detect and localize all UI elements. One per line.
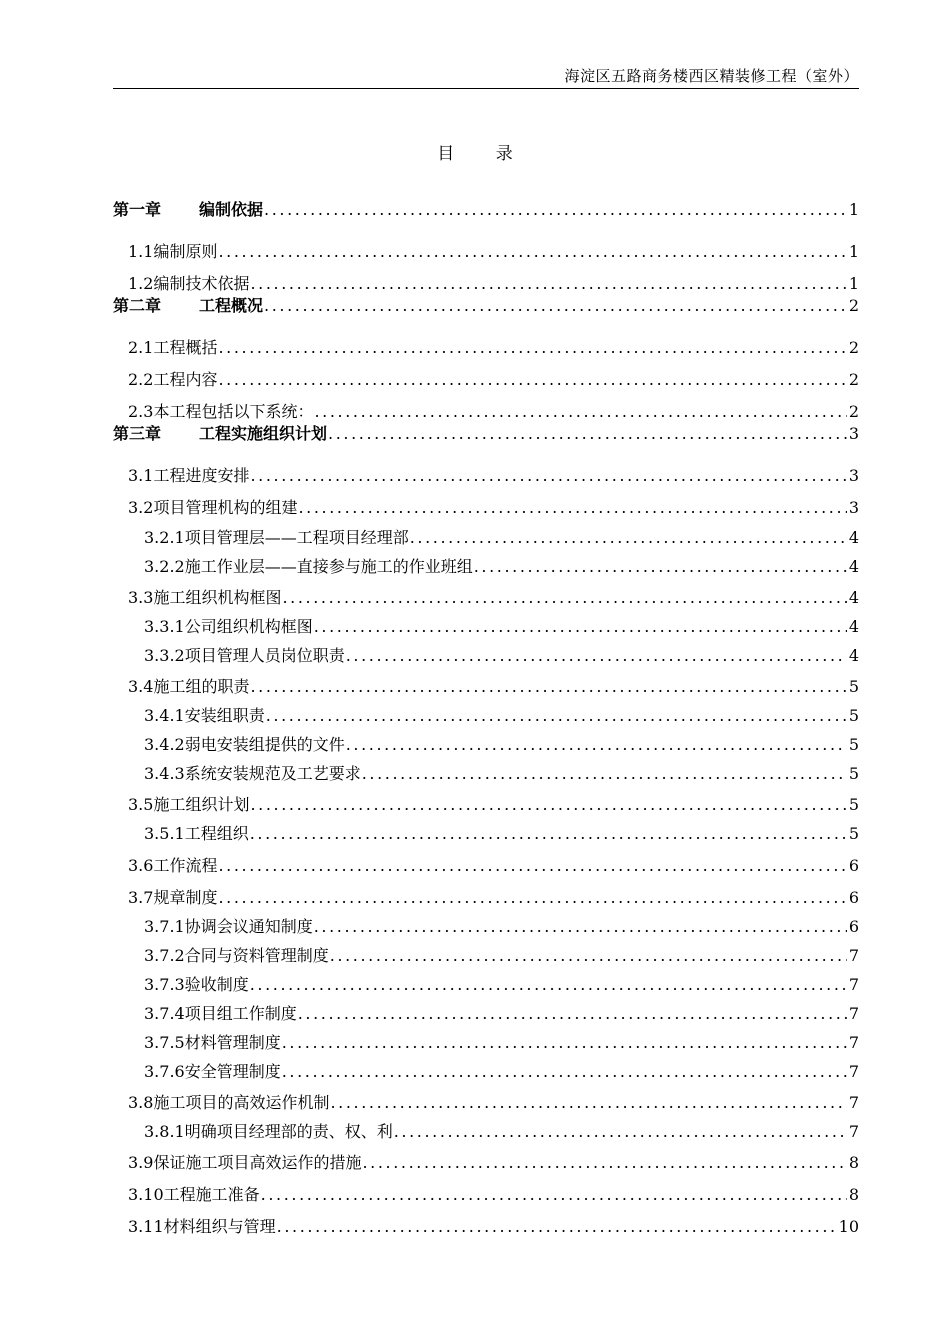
toc-entry[interactable] xyxy=(144,705,859,727)
toc-dot-leader xyxy=(260,1184,847,1206)
toc-entry[interactable] xyxy=(144,916,859,938)
toc-entry-page-number: 8 xyxy=(848,1153,859,1172)
toc-entry[interactable] xyxy=(144,763,859,785)
toc-entry[interactable] xyxy=(144,1032,859,1054)
toc-entry-number: 3.4.3 xyxy=(144,764,185,783)
toc-dot-leader xyxy=(313,401,846,423)
toc-entry[interactable] xyxy=(128,369,859,391)
toc-entry-label: 编制依据 xyxy=(199,200,264,219)
toc-entry-label: 安全管理制度 xyxy=(184,1062,281,1081)
toc-entry-number: 3.3.1 xyxy=(144,617,185,636)
toc-entry[interactable] xyxy=(144,556,859,578)
toc-entry-label: 工程实施组织计划 xyxy=(199,424,328,443)
toc-entry-number: 3.7.4 xyxy=(144,1004,185,1023)
toc-entry-label: 施工项目的高效运作机制 xyxy=(153,1093,330,1112)
toc-dot-leader xyxy=(327,423,847,445)
toc-dot-leader xyxy=(329,945,847,967)
toc-entry-label: 工程概况 xyxy=(199,296,264,315)
toc-chapter-entry[interactable] xyxy=(113,295,859,317)
toc-entry-label: 施工组织机构框图 xyxy=(153,588,282,607)
toc-entry-label: 本工程包括以下系统： xyxy=(153,402,314,421)
toc-entry-page-number: 5 xyxy=(848,735,859,754)
toc-entry-number: 3.7.3 xyxy=(144,975,185,994)
toc-dot-leader xyxy=(249,974,847,996)
toc-entry[interactable] xyxy=(144,974,859,996)
toc-entry-page-number: 2 xyxy=(848,296,859,315)
toc-entry-label: 编制技术依据 xyxy=(153,274,250,293)
header-title: 海淀区五路商务楼西区精装修工程（室外） xyxy=(564,67,859,85)
toc-dot-leader xyxy=(281,1061,847,1083)
toc-entry-number: 3.3.2 xyxy=(144,646,185,665)
toc-entry-number: 3.4.1 xyxy=(144,706,185,725)
toc-entry-number: 2.1 xyxy=(128,338,154,357)
toc-entry-label: 公司组织机构框图 xyxy=(184,617,313,636)
toc-entry[interactable] xyxy=(128,855,859,877)
toc-entry-number: 3.2.2 xyxy=(144,557,185,576)
toc-entry-number: 第三章 xyxy=(113,424,162,443)
toc-entry-page-number: 1 xyxy=(848,200,859,219)
toc-entry-page-number: 3 xyxy=(848,498,859,517)
toc-entry-label: 工程内容 xyxy=(153,370,218,389)
toc-dot-leader xyxy=(217,369,846,391)
toc-entry-page-number: 5 xyxy=(848,677,859,696)
toc-entry[interactable] xyxy=(144,616,859,638)
toc-entry-number: 1.2 xyxy=(128,274,154,293)
toc-entry-page-number: 4 xyxy=(848,646,859,665)
toc-dot-leader xyxy=(361,1152,846,1174)
toc-entry-page-number: 7 xyxy=(848,1004,859,1023)
toc-entry-page-number: 3 xyxy=(848,424,859,443)
toc-entry-label: 工作流程 xyxy=(153,856,218,875)
toc-entry-page-number: 6 xyxy=(848,888,859,907)
toc-entry[interactable] xyxy=(128,794,859,816)
toc-entry-number: 3.2.1 xyxy=(144,528,185,547)
toc-entry-label: 工程概括 xyxy=(153,338,218,357)
toc-entry-page-number: 2 xyxy=(848,338,859,357)
toc-entry[interactable] xyxy=(144,823,859,845)
toc-entry[interactable] xyxy=(128,887,859,909)
toc-entry[interactable] xyxy=(144,1003,859,1025)
toc-entry[interactable] xyxy=(144,645,859,667)
toc-entry-page-number: 8 xyxy=(848,1185,859,1204)
toc-entry[interactable] xyxy=(128,401,859,423)
toc-entry-label: 施工作业层——直接参与施工的作业班组 xyxy=(184,557,473,576)
toc-entry-number: 3.7.6 xyxy=(144,1062,185,1081)
toc-entry-label: 材料管理制度 xyxy=(184,1033,281,1052)
toc-entry-number: 3.10 xyxy=(128,1185,164,1204)
toc-entry-page-number: 5 xyxy=(848,764,859,783)
toc-entry-page-number: 7 xyxy=(848,1093,859,1112)
toc-entry[interactable] xyxy=(128,273,859,295)
toc-dot-leader xyxy=(217,337,846,359)
toc-entry[interactable] xyxy=(128,1216,859,1238)
toc-entry-page-number: 10 xyxy=(838,1217,859,1236)
toc-entry-number: 3.8 xyxy=(128,1093,154,1112)
toc-entry[interactable] xyxy=(128,1184,859,1206)
toc-dot-leader xyxy=(217,855,846,877)
toc-entry[interactable] xyxy=(128,1092,859,1114)
toc-entry-page-number: 1 xyxy=(848,274,859,293)
toc-entry-page-number: 4 xyxy=(848,557,859,576)
toc-dot-leader xyxy=(281,587,846,609)
toc-entry-label: 规章制度 xyxy=(153,888,218,907)
toc-entry-page-number: 2 xyxy=(848,402,859,421)
toc-dot-leader xyxy=(217,241,846,263)
toc-entry[interactable] xyxy=(128,1152,859,1174)
toc-dot-leader xyxy=(409,527,847,549)
toc-dot-leader xyxy=(361,763,847,785)
toc-entry-page-number: 4 xyxy=(848,617,859,636)
toc-entry-number: 3.7.1 xyxy=(144,917,185,936)
toc-entry-label: 材料组织与管理 xyxy=(163,1217,276,1236)
toc-entry-label: 明确项目经理部的责、权、利 xyxy=(184,1122,393,1141)
toc-entry-number: 1.1 xyxy=(128,242,154,261)
toc-dot-leader xyxy=(249,465,846,487)
toc-dot-leader xyxy=(473,556,847,578)
toc-entry-label: 施工组织计划 xyxy=(153,795,250,814)
toc-dot-leader xyxy=(345,734,847,756)
toc-dot-leader xyxy=(297,497,846,519)
toc-entry-number: 3.9 xyxy=(128,1153,154,1172)
toc-entry[interactable] xyxy=(128,465,859,487)
toc-dot-leader xyxy=(249,823,847,845)
toc-entry-page-number: 1 xyxy=(848,242,859,261)
toc-entry-number: 3.3 xyxy=(128,588,154,607)
toc-entry-label: 项目管理层——工程项目经理部 xyxy=(184,528,409,547)
toc-entry-number: 3.7.5 xyxy=(144,1033,185,1052)
toc-entry-page-number: 7 xyxy=(848,946,859,965)
toc-entry-number: 3.1 xyxy=(128,466,154,485)
toc-dot-leader xyxy=(313,916,847,938)
toc-entry-number: 第一章 xyxy=(113,200,162,219)
toc-title: 目 录 xyxy=(437,144,531,164)
toc-dot-leader xyxy=(276,1216,837,1238)
toc-chapter-entry[interactable] xyxy=(113,199,859,221)
toc-entry-number: 3.11 xyxy=(128,1217,164,1236)
toc-entry-number: 2.3 xyxy=(128,402,154,421)
toc-dot-leader xyxy=(345,645,847,667)
toc-dot-leader xyxy=(265,705,847,727)
toc-entry-page-number: 6 xyxy=(848,856,859,875)
toc-entry-label: 工程进度安排 xyxy=(153,466,250,485)
toc-dot-leader xyxy=(297,1003,847,1025)
toc-entry-label: 弱电安装组提供的文件 xyxy=(184,735,345,754)
toc-entry-label: 系统安装规范及工艺要求 xyxy=(184,764,361,783)
toc-entry-page-number: 7 xyxy=(848,975,859,994)
toc-entry[interactable] xyxy=(128,587,859,609)
toc-entry-label: 工程施工准备 xyxy=(163,1185,260,1204)
toc-dot-leader xyxy=(329,1092,846,1114)
toc-entry-number: 3.7 xyxy=(128,888,154,907)
toc-entry[interactable] xyxy=(144,1061,859,1083)
toc-entry-number: 2.2 xyxy=(128,370,154,389)
toc-entry-label: 验收制度 xyxy=(184,975,249,994)
toc-entry-page-number: 7 xyxy=(848,1062,859,1081)
toc-entry-page-number: 2 xyxy=(848,370,859,389)
toc-entry-page-number: 7 xyxy=(848,1033,859,1052)
toc-entry-number: 3.4 xyxy=(128,677,154,696)
toc-entry-page-number: 5 xyxy=(848,795,859,814)
toc-entry-page-number: 4 xyxy=(848,588,859,607)
toc-entry-label: 项目组工作制度 xyxy=(184,1004,297,1023)
toc-entry-number: 3.4.2 xyxy=(144,735,185,754)
toc-entry[interactable] xyxy=(128,497,859,519)
toc-entry[interactable] xyxy=(144,945,859,967)
toc-dot-leader xyxy=(249,794,846,816)
toc-entry[interactable] xyxy=(144,527,859,549)
toc-entry-label: 编制原则 xyxy=(153,242,218,261)
toc-entry[interactable] xyxy=(144,1121,859,1143)
toc-entry-label: 项目管理人员岗位职责 xyxy=(184,646,345,665)
toc-entry-page-number: 5 xyxy=(848,824,859,843)
toc-entry-page-number: 7 xyxy=(848,1122,859,1141)
toc-dot-leader xyxy=(263,295,847,317)
toc-entry-label: 项目管理机构的组建 xyxy=(153,498,298,517)
toc-dot-leader xyxy=(217,887,846,909)
toc-dot-leader xyxy=(281,1032,847,1054)
toc-entry-number: 3.6 xyxy=(128,856,154,875)
toc-entry-number: 3.7.2 xyxy=(144,946,185,965)
toc-entry-page-number: 3 xyxy=(848,466,859,485)
toc-entry[interactable] xyxy=(128,676,859,698)
toc-entry[interactable] xyxy=(128,337,859,359)
toc-dot-leader xyxy=(263,199,847,221)
toc-entry-page-number: 4 xyxy=(848,528,859,547)
toc-entry-number: 3.8.1 xyxy=(144,1122,185,1141)
toc-entry-label: 施工组的职责 xyxy=(153,677,250,696)
toc-entry-label: 工程组织 xyxy=(184,824,249,843)
toc-dot-leader xyxy=(393,1121,847,1143)
toc-entry-label: 协调会议通知制度 xyxy=(184,917,313,936)
toc-entry-label: 保证施工项目高效运作的措施 xyxy=(153,1153,362,1172)
toc-entry-page-number: 6 xyxy=(848,917,859,936)
toc-dot-leader xyxy=(313,616,847,638)
toc-entry-number: 3.5 xyxy=(128,795,154,814)
toc-dot-leader xyxy=(249,676,846,698)
toc-entry-number: 3.5.1 xyxy=(144,824,185,843)
toc-dot-leader xyxy=(249,273,846,295)
toc-entry-page-number: 5 xyxy=(848,706,859,725)
toc-entry-label: 合同与资料管理制度 xyxy=(184,946,329,965)
toc-entry-number: 第二章 xyxy=(113,296,162,315)
toc-entry-label: 安装组职责 xyxy=(184,706,265,725)
toc-entry[interactable] xyxy=(128,241,859,263)
toc-entry-number: 3.2 xyxy=(128,498,154,517)
toc-chapter-entry[interactable] xyxy=(113,423,859,445)
toc-entry[interactable] xyxy=(144,734,859,756)
